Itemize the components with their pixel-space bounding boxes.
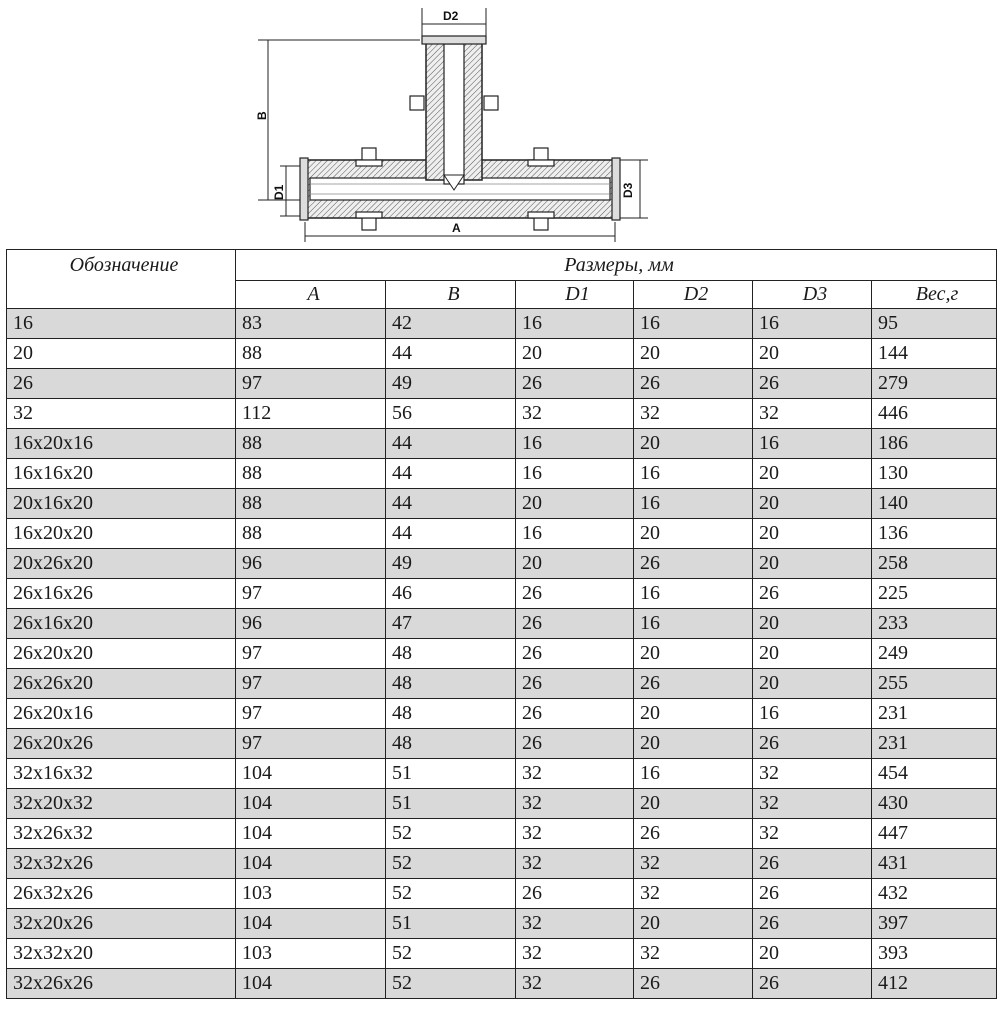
value-cell: 16 — [634, 759, 753, 789]
table-row — [7, 849, 997, 879]
value-cell: 255 — [872, 669, 997, 699]
designation-cell: 32x26x32 — [7, 819, 236, 849]
value-cell: 42 — [386, 309, 516, 339]
value-cell: 104 — [236, 849, 386, 879]
value-cell: 26 — [634, 669, 753, 699]
value-cell: 51 — [386, 909, 516, 939]
value-cell: 20 — [634, 639, 753, 669]
value-cell: 97 — [236, 369, 386, 399]
value-cell: 51 — [386, 759, 516, 789]
value-cell: 130 — [872, 459, 997, 489]
table-row — [7, 819, 997, 849]
table-row — [7, 639, 997, 669]
value-cell: 32 — [516, 789, 634, 819]
table-row — [7, 759, 997, 789]
value-cell: 26 — [753, 579, 872, 609]
label-d3: D3 — [621, 182, 635, 198]
value-cell: 32 — [516, 849, 634, 879]
value-cell: 20 — [516, 339, 634, 369]
value-cell: 16 — [634, 459, 753, 489]
value-cell: 32 — [634, 849, 753, 879]
value-cell: 52 — [386, 969, 516, 999]
value-cell: 32 — [634, 879, 753, 909]
value-cell: 136 — [872, 519, 997, 549]
value-cell: 16 — [753, 309, 872, 339]
designation-cell: 26x16x20 — [7, 609, 236, 639]
value-cell: 49 — [386, 549, 516, 579]
value-cell: 44 — [386, 489, 516, 519]
value-cell: 26 — [753, 969, 872, 999]
value-cell: 52 — [386, 879, 516, 909]
designation-cell: 32x20x32 — [7, 789, 236, 819]
value-cell: 44 — [386, 429, 516, 459]
value-cell: 52 — [386, 819, 516, 849]
value-cell: 51 — [386, 789, 516, 819]
value-cell: 104 — [236, 909, 386, 939]
designation-cell: 20 — [7, 339, 236, 369]
value-cell: 95 — [872, 309, 997, 339]
value-cell: 249 — [872, 639, 997, 669]
value-cell: 32 — [516, 939, 634, 969]
value-cell: 20 — [753, 669, 872, 699]
designation-cell: 32x16x32 — [7, 759, 236, 789]
value-cell: 52 — [386, 849, 516, 879]
value-cell: 26 — [516, 669, 634, 699]
table-row — [7, 879, 997, 909]
designation-cell: 32x26x26 — [7, 969, 236, 999]
value-cell: 26 — [634, 819, 753, 849]
value-cell: 16 — [516, 429, 634, 459]
value-cell: 52 — [386, 939, 516, 969]
value-cell: 225 — [872, 579, 997, 609]
designation-cell: 16x16x20 — [7, 459, 236, 489]
value-cell: 16 — [516, 519, 634, 549]
designation-cell: 16x20x16 — [7, 429, 236, 459]
designation-cell: 32x20x26 — [7, 909, 236, 939]
value-cell: 26 — [753, 879, 872, 909]
value-cell: 44 — [386, 519, 516, 549]
value-cell: 279 — [872, 369, 997, 399]
designation-cell: 26 — [7, 369, 236, 399]
table-row — [7, 609, 997, 639]
value-cell: 16 — [516, 459, 634, 489]
value-cell: 46 — [386, 579, 516, 609]
value-cell: 48 — [386, 729, 516, 759]
column-header: D3 — [753, 281, 872, 309]
value-cell: 16 — [634, 489, 753, 519]
value-cell: 26 — [634, 369, 753, 399]
value-cell: 26 — [753, 369, 872, 399]
value-cell: 26 — [516, 879, 634, 909]
value-cell: 104 — [236, 789, 386, 819]
value-cell: 20 — [753, 939, 872, 969]
table-row — [7, 729, 997, 759]
designation-cell: 16x20x20 — [7, 519, 236, 549]
value-cell: 258 — [872, 549, 997, 579]
value-cell: 454 — [872, 759, 997, 789]
value-cell: 96 — [236, 609, 386, 639]
value-cell: 233 — [872, 609, 997, 639]
value-cell: 97 — [236, 579, 386, 609]
table-row — [7, 789, 997, 819]
value-cell: 20 — [753, 459, 872, 489]
value-cell: 26 — [634, 969, 753, 999]
table-row — [7, 369, 997, 399]
value-cell: 20 — [634, 519, 753, 549]
value-cell: 20 — [753, 549, 872, 579]
value-cell: 186 — [872, 429, 997, 459]
designation-cell: 26x16x26 — [7, 579, 236, 609]
table-row — [7, 459, 997, 489]
value-cell: 44 — [386, 459, 516, 489]
table-row — [7, 519, 997, 549]
dimensions-table — [6, 249, 997, 999]
value-cell: 20 — [753, 639, 872, 669]
value-cell: 97 — [236, 669, 386, 699]
value-cell: 88 — [236, 519, 386, 549]
value-cell: 231 — [872, 699, 997, 729]
value-cell: 20 — [634, 339, 753, 369]
value-cell: 431 — [872, 849, 997, 879]
designation-cell: 20x26x20 — [7, 549, 236, 579]
table-row — [7, 399, 997, 429]
value-cell: 97 — [236, 639, 386, 669]
value-cell: 32 — [634, 939, 753, 969]
value-cell: 32 — [753, 759, 872, 789]
value-cell: 20 — [753, 489, 872, 519]
value-cell: 103 — [236, 939, 386, 969]
value-cell: 88 — [236, 459, 386, 489]
value-cell: 56 — [386, 399, 516, 429]
value-cell: 430 — [872, 789, 997, 819]
label-a: A — [452, 221, 461, 235]
value-cell: 412 — [872, 969, 997, 999]
value-cell: 83 — [236, 309, 386, 339]
value-cell: 231 — [872, 729, 997, 759]
designation-cell: 20x16x20 — [7, 489, 236, 519]
value-cell: 97 — [236, 699, 386, 729]
table-row — [7, 489, 997, 519]
designation-cell: 26x26x20 — [7, 669, 236, 699]
value-cell: 16 — [753, 429, 872, 459]
value-cell: 32 — [753, 789, 872, 819]
value-cell: 32 — [516, 819, 634, 849]
dimensions-header: Размеры, мм — [236, 250, 997, 281]
value-cell: 16 — [634, 579, 753, 609]
value-cell: 88 — [236, 339, 386, 369]
value-cell: 103 — [236, 879, 386, 909]
value-cell: 26 — [516, 579, 634, 609]
value-cell: 26 — [516, 609, 634, 639]
column-header: D1 — [516, 281, 634, 309]
value-cell: 88 — [236, 489, 386, 519]
value-cell: 16 — [753, 699, 872, 729]
value-cell: 20 — [634, 909, 753, 939]
value-cell: 49 — [386, 369, 516, 399]
designation-cell: 26x20x20 — [7, 639, 236, 669]
table-row — [7, 939, 997, 969]
value-cell: 26 — [516, 699, 634, 729]
table-row — [7, 969, 997, 999]
value-cell: 20 — [753, 339, 872, 369]
value-cell: 32 — [753, 819, 872, 849]
value-cell: 32 — [516, 909, 634, 939]
value-cell: 32 — [634, 399, 753, 429]
value-cell: 446 — [872, 399, 997, 429]
value-cell: 26 — [753, 849, 872, 879]
table-row — [7, 549, 997, 579]
table-row — [7, 909, 997, 939]
value-cell: 96 — [236, 549, 386, 579]
label-d2: D2 — [443, 9, 459, 23]
value-cell: 397 — [872, 909, 997, 939]
column-header: D2 — [634, 281, 753, 309]
value-cell: 26 — [753, 909, 872, 939]
value-cell: 32 — [753, 399, 872, 429]
table-row — [7, 699, 997, 729]
value-cell: 48 — [386, 699, 516, 729]
value-cell: 26 — [516, 729, 634, 759]
table-row — [7, 339, 997, 369]
value-cell: 104 — [236, 759, 386, 789]
value-cell: 104 — [236, 969, 386, 999]
value-cell: 112 — [236, 399, 386, 429]
value-cell: 26 — [516, 369, 634, 399]
value-cell: 44 — [386, 339, 516, 369]
label-d1: D1 — [272, 184, 286, 200]
value-cell: 26 — [634, 549, 753, 579]
value-cell: 393 — [872, 939, 997, 969]
value-cell: 144 — [872, 339, 997, 369]
value-cell: 104 — [236, 819, 386, 849]
designation-cell: 26x20x16 — [7, 699, 236, 729]
value-cell: 47 — [386, 609, 516, 639]
table-row — [7, 429, 997, 459]
value-cell: 48 — [386, 669, 516, 699]
value-cell: 140 — [872, 489, 997, 519]
designation-cell: 26x32x26 — [7, 879, 236, 909]
value-cell: 20 — [634, 789, 753, 819]
column-header: Вес,г — [872, 281, 997, 309]
tee-fitting-drawing — [250, 0, 670, 245]
value-cell: 447 — [872, 819, 997, 849]
value-cell: 20 — [753, 519, 872, 549]
value-cell: 16 — [516, 309, 634, 339]
designation-cell: 32 — [7, 399, 236, 429]
designation-cell: 32x32x26 — [7, 849, 236, 879]
designation-header: Обозначение — [7, 250, 236, 309]
table-row — [7, 579, 997, 609]
value-cell: 48 — [386, 639, 516, 669]
value-cell: 20 — [634, 699, 753, 729]
value-cell: 20 — [516, 489, 634, 519]
designation-cell: 26x20x26 — [7, 729, 236, 759]
designation-cell: 32x32x20 — [7, 939, 236, 969]
value-cell: 32 — [516, 399, 634, 429]
value-cell: 432 — [872, 879, 997, 909]
column-header: A — [236, 281, 386, 309]
designation-cell: 16 — [7, 309, 236, 339]
value-cell: 32 — [516, 969, 634, 999]
value-cell: 20 — [634, 429, 753, 459]
value-cell: 26 — [516, 639, 634, 669]
value-cell: 20 — [753, 609, 872, 639]
value-cell: 16 — [634, 609, 753, 639]
column-header: B — [386, 281, 516, 309]
value-cell: 20 — [634, 729, 753, 759]
value-cell: 97 — [236, 729, 386, 759]
table-row — [7, 309, 997, 339]
table-row — [7, 669, 997, 699]
branch-pipe — [422, 36, 486, 190]
value-cell: 88 — [236, 429, 386, 459]
value-cell: 20 — [516, 549, 634, 579]
value-cell: 16 — [634, 309, 753, 339]
value-cell: 32 — [516, 759, 634, 789]
value-cell: 26 — [753, 729, 872, 759]
label-b: B — [255, 111, 269, 120]
